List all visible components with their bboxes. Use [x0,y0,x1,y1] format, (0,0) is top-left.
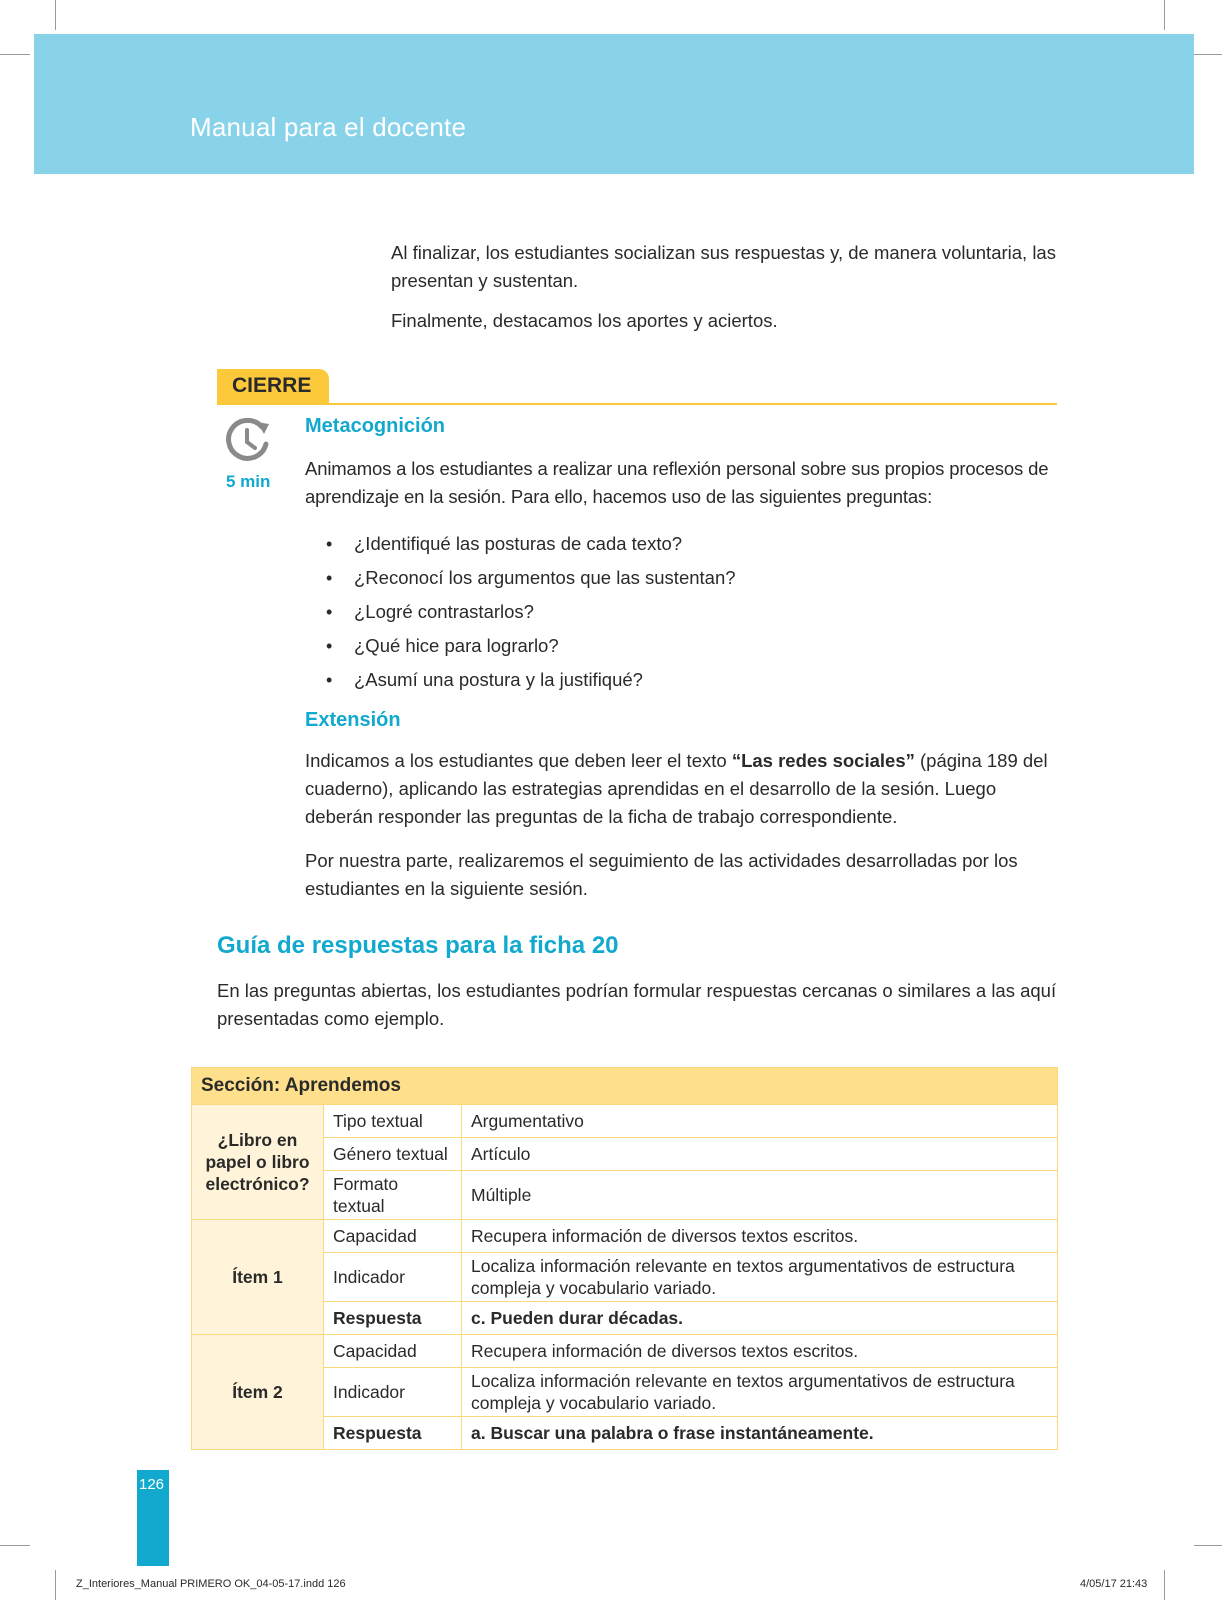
item-label: Ítem 1 [192,1220,324,1335]
row-value: Localiza información relevante en textos argumentativos de estructura compleja y vocabulario variado. [462,1368,1058,1417]
extension-text-after: (página 189 del cuaderno), aplicando las estrategias aprendidas en el desarrollo de la sesión. Luego deberán responder las preguntas de la ficha de trabajo correspondiente. [305,750,1048,827]
row-value: Recupera información de diversos textos escritos. [462,1335,1058,1368]
guia-intro: En las preguntas abiertas, los estudiantes podrían formular respuestas cercanas o similares a las aquí presentadas como ejemplo. [217,980,1057,1029]
row-key: Capacidad [324,1220,462,1253]
section-divider [217,403,1057,405]
list-item: • ¿Reconocí los argumentos que las sustentan? [326,561,736,595]
intro-paragraph-2: Finalmente, destacamos los aportes y aciertos. [391,310,778,331]
answers-table [191,1067,1058,1450]
crop-mark [1164,0,1165,30]
extension-text-before: Indicamos a los estudiantes que deben leer el texto [305,750,732,771]
table-row [192,1335,1058,1368]
list-item: • ¿Asumí una postura y la justifiqué? [326,663,736,697]
cierre-tab [217,369,329,405]
slug-left: Z_Interiores_Manual PRIMERO OK_04-05-17.indd 126 [76,1578,346,1590]
intro-paragraph-1: Al finalizar, los estudiantes socializan sus respuestas y, de manera voluntaria, las presentan y sustentan. [391,242,1056,291]
row-key: Tipo textual [324,1105,462,1138]
row-value: Localiza información relevante en textos argumentativos de estructura compleja y vocabulario variado. [462,1253,1058,1302]
table-row [192,1105,1058,1138]
list-item: • ¿Logré contrastarlos? [326,595,736,629]
metacognicion-heading: Metacognición [305,415,446,437]
answer-value: c. Pueden durar décadas. [462,1302,1058,1335]
table-section-header: Sección: Aprendemos [192,1068,1058,1105]
cierre-label: CIERRE [232,374,312,397]
slug-right: 4/05/17 21:43 [1080,1578,1148,1590]
row-key: Indicador [324,1253,462,1302]
extension-paragraph-1 [305,747,1061,831]
crop-mark [55,1570,56,1600]
crop-mark [1164,1570,1165,1600]
page-header-title: Manual para el docente [190,112,467,142]
extension-paragraph-2: Por nuestra parte, realizaremos el seguimiento de las actividades desarrolladas por los estudiantes en la siguiente sesión. [305,850,1018,899]
crop-mark [0,54,30,55]
crop-mark [55,0,56,30]
question-list [326,527,736,697]
time-label: 5 min [226,472,271,491]
row-key: Formato textual [324,1171,462,1220]
extension-heading: Extensión [305,709,401,731]
crop-mark [1194,54,1222,55]
answer-value: a. Buscar una palabra o frase instantáneamente. [462,1417,1058,1450]
row-key: Indicador [324,1368,462,1417]
extension-text-bold: “Las redes sociales” [731,750,915,771]
row-key: Respuesta [324,1302,462,1335]
header-band [34,34,1194,174]
row-value: Recupera información de diversos textos escritos. [462,1220,1058,1253]
list-item: • ¿Identifiqué las posturas de cada texto? [326,527,736,561]
crop-mark [0,1545,30,1546]
item-label: Ítem 2 [192,1335,324,1450]
page-number: 126 [139,1476,165,1493]
row-key: Respuesta [324,1417,462,1450]
group-label: ¿Libro en papel o libro electrónico? [192,1105,324,1220]
clock-icon [222,414,274,466]
metacognicion-paragraph: Animamos a los estudiantes a realizar una reflexión personal sobre sus propios procesos de aprendizaje en la sesión. Para ello, hacemos uso de las siguientes preguntas: [305,458,1049,507]
row-key: Capacidad [324,1335,462,1368]
row-value: Artículo [462,1138,1058,1171]
row-key: Género textual [324,1138,462,1171]
list-item: • ¿Qué hice para lograrlo? [326,629,736,663]
row-value: Múltiple [462,1171,1058,1220]
crop-mark [1194,1545,1222,1546]
row-value: Argumentativo [462,1105,1058,1138]
guia-heading: Guía de respuestas para la ficha 20 [217,932,619,959]
table-row [192,1220,1058,1253]
